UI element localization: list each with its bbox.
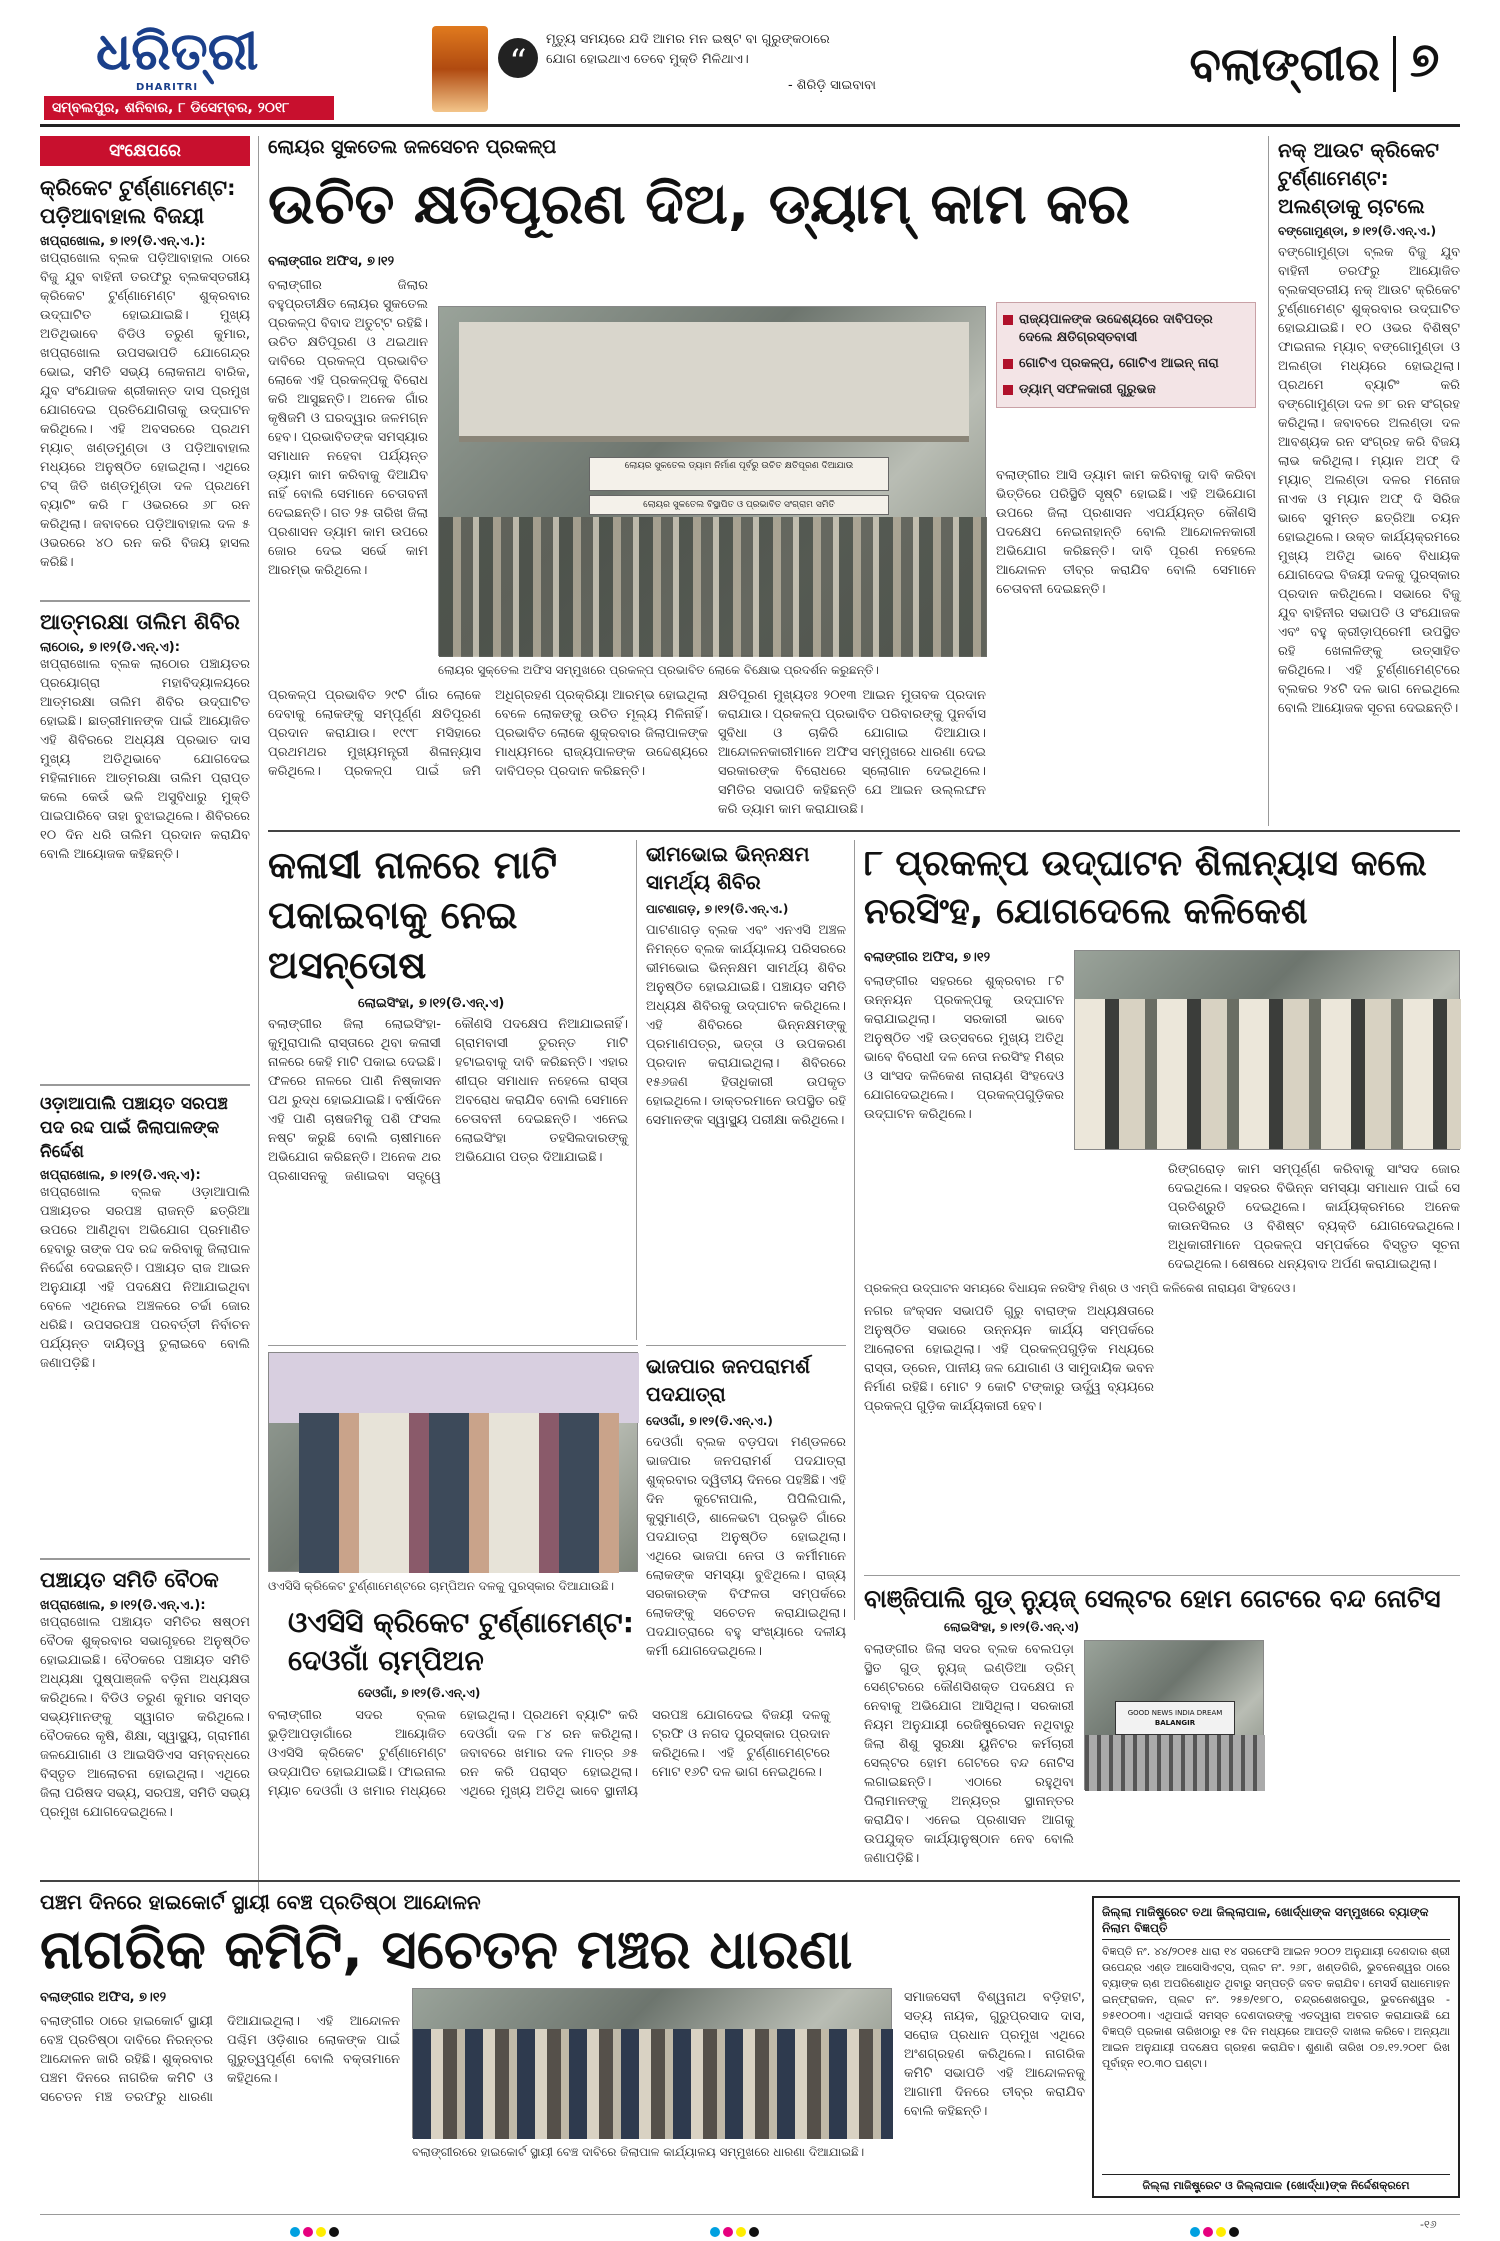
lead-body-col1: ବଲାଙ୍ଗୀର ଜିଲାର ବହୁପ୍ରତୀକ୍ଷିତ ଲୋୟର ସୁକତେଲ ପ୍ରକଳ୍ପ ବିବାଦ ଅତୁଟ୍ଟ ରହିଛି। ଉଚିତ କ୍ଷତିପୂରଣ ଓ ଥଇଥାନ ଦାବିରେ ପ୍ରକଳ୍ପ ପ୍ରଭାବିତ ଲୋକେ ଏହି ପ୍ରକଳ୍ପକୁ ବିରୋଧ କରି ଆସୁଛନ୍ତି। ଅନେକ ଗାଁର କୃଷିଜମି ଓ ଘରଦ୍ୱାର ଜଳମଗ୍ନ ହେବ। ପ୍ରଭାବିତଙ୍କ ସମସ୍ୟାର ସମାଧାନ ନହେବା ପର୍ଯ୍ୟନ୍ତ ଡ୍ୟାମ କାମ କରିବାକୁ ଦିଆଯିବ ନାହିଁ ବୋଲି ସେମାନେ ଚେତାବନୀ ଦେଇଛନ୍ତି। ଗତ ୨୫ ତାରିଖ ଜିଲା ପ୍ରଶାସନ ଡ୍ୟାମ କାମ ଉପରେ ଜୋର ଦେଇ ସର୍ଭେ କାମ ଆରମ୍ଭ କରିଥିଲେ। [268, 278, 428, 578]
lead-body-col3: କ୍ଷତିପୂରଣ ମୁଖ୍ୟତଃ ୨୦୧୩ ଆଇନ ମୁତାବକ ପ୍ରଦାନ କରାଯାଉ। ପ୍ରକଳ୍ପ ପ୍ରଭାବିତ ପରିବାରଙ୍କୁ ପୁନର୍ବାସ ସୁବିଧା ଓ ଚାକିରି ଯୋଗାଇ ଦିଆଯାଉ। ଆନ୍ଦୋଳନକାରୀମାନେ ଅଫିସ ସମ୍ମୁଖରେ ଧାରଣା ଦେଇ ସରକାରଙ୍କ ବିରୋଧରେ ସ୍ଲୋଗାନ ଦେଇଥିଲେ। ସମିତିର ସଭାପତି କହିଛନ୍ତି ଯେ ଆଇନ ଉଲ୍ଲଙ୍ଘନ କରି ଡ୍ୟାମ କାମ କରାଯାଉଛି। [718, 688, 986, 817]
banjipali-body-2 [1274, 1640, 1460, 1800]
banjipali-dateline: ଲୋଇସିଂହା, ୭।୧୨(ଡି.ଏନ୍.ଏ) [944, 1620, 1080, 1634]
oac-photo-caption: ଓଏସିସି କ୍ରିକେଟ ଟୁର୍ଣ୍ଣାମେଣ୍ଟରେ ଚାମ୍ପିଅନ ଦଳକୁ ପୁରସ୍କାର ଦିଆଯାଉଛି। [268, 1579, 615, 1593]
bhimbhoi-headline: ଭୀମଭୋଇ ଭିନ୍ନକ୍ଷମ ସାମର୍ଥ୍ୟ ଶିବିର [646, 842, 810, 894]
sign-line-2: BALANGIR [1154, 1719, 1196, 1727]
oac-dateline: ଦେଓଗାଁ, ୭।୧୨(ଡି.ଏନ୍.ଏ) [358, 1686, 481, 1700]
dateline-bar: ସମ୍ବଲପୁର, ଶନିବାର, ୮ ଡିସେମ୍ବର, ୨୦୧୮ [44, 96, 334, 120]
sidebar [40, 136, 250, 1911]
masthead-rule [40, 124, 1460, 127]
protest-banner-2: ଲୋୟର ସୁକତେଲ ବିସ୍ଥାପିତ ଓ ପ୍ରଭାବିତ ସଂଗ୍ରାମ ସମିତି [589, 495, 889, 515]
section-divider [1393, 36, 1396, 92]
sidebar-item-dateline: ଖପ୍ରାଖୋଲ, ୭।୧୨(ଡି.ଏନ୍.ଏ.): [40, 1598, 206, 1613]
bottom-body-1: ବଲାଙ୍ଗୀର ଠାରେ ହାଇକୋର୍ଟ ସ୍ଥାୟୀ ବେଞ୍ଚ ପ୍ରତିଷ୍ଠା ଦାବିରେ ନିରନ୍ତର ଆନ୍ଦୋଳନ ଜାରି ରହିଛି। ଶୁକ୍ରବାର ପଞ୍ଚମ ଦିନରେ ନାଗରିକ କମିଟି ଓ ସଚେତନ ମଞ୍ଚ ତରଫରୁ ଧାରଣା ଦିଆଯାଇଥିଲା। ଏହି ଆନ୍ଦୋଳନ ପଶ୍ଚିମ ଓଡ଼ିଶାର ଲୋକଙ୍କ ପାଇଁ ଗୁରୁତ୍ୱପୂର୍ଣ୍ଣ ବୋଲି ବକ୍ତାମାନେ କହିଥିଲେ। [40, 2014, 400, 2105]
narasingha-body-2: ନଗର ଜଂକ୍ସନ ସଭାପତି ଗୁରୁ ବାରାଙ୍କ ଅଧ୍ୟକ୍ଷତାରେ ଅନୁଷ୍ଠିତ ସଭାରେ ଉନ୍ନୟନ କାର୍ଯ୍ୟ ସମ୍ପର୍କରେ ଆଲୋଚନା ହୋଇଥିଲା। ଏହି ପ୍ରକଳ୍ପଗୁଡ଼ିକ ମଧ୍ୟରେ ରାସ୍ତା, ଡ୍ରେନ, ପାନୀୟ ଜଳ ଯୋଗାଣ ଓ ସାମୁଦାୟିକ ଭବନ ନିର୍ମାଣ ରହିଛି। ମୋଟ ୨ କୋଟି ଟଙ୍କାରୁ ଊର୍ଦ୍ଧ୍ୱ ବ୍ୟୟରେ ପ୍ରକଳ୍ପ ଗୁଡ଼ିକ କାର୍ଯ୍ୟକାରୀ ହେବ। [864, 1304, 1154, 1414]
divider [636, 840, 637, 1340]
kalasi-body: ବଲାଙ୍ଗୀର ଜିଲା ଲୋଇସିଂହା-କୁମୁରାପାଲି ରାସ୍ତାରେ ଥିବା କଳାସୀ ନାଳରେ କେହି ମାଟି ପକାଇ ଦେଇଛି। ଫଳରେ ନାଳରେ ପାଣି ନିଷ୍କାସନ ପଥ ରୁଦ୍ଧ ହୋଇଯାଇଛି। ବର୍ଷାଦିନେ ଏହି ପାଣି ଚାଷଜମିକୁ ପଶି ଫସଲ ନଷ୍ଟ କରୁଛି ବୋଲି ଚାଷୀମାନେ ଅଭିଯୋଗ କରିଛନ୍ତି। ଅନେକ ଥର ପ୍ରଶାସନକୁ ଜଣାଇବା ସତ୍ତ୍ୱେ କୌଣସି ପଦକ୍ଷେପ ନିଆଯାଇନାହିଁ। ଗ୍ରାମବାସୀ ତୁରନ୍ତ ମାଟି ହଟାଇବାକୁ ଦାବି କରିଛନ୍ତି। ଏହାର ଶୀଘ୍ର ସମାଧାନ ନହେଲେ ରାସ୍ତା ଅବରୋଧ କରାଯିବ ବୋଲି ସେମାନେ ଚେତାବନୀ ଦେଇଛନ୍ତି। ଏନେଇ ଲୋଇସିଂହା ତହସିଲଦାରଙ୍କୁ ଅଭିଯୋଗ ପତ୍ର ଦିଆଯାଇଛି। [268, 1017, 628, 1184]
oac-body: ବଲାଙ୍ଗୀର ସଦର ବ୍ଲକ ଭୁଡ଼ିଆପଡ଼ାଗାଁରେ ଆୟୋଜିତ ଓଏସିସି କ୍ରିକେଟ ଟୁର୍ଣ୍ଣାମେଣ୍ଟ ଉଦ୍‌ଯାପିତ ହୋଇଯାଇଛି। ଫାଇନାଲ ମ୍ୟାଚ ଦେଓଗାଁ ଓ ଖମାର ମଧ୍ୟରେ ହୋଇଥିଲା। ପ୍ରଥମେ ବ୍ୟାଟିଂ କରି ଦେଓଗାଁ ଦଳ ୮୪ ରନ କରିଥିଲା। ଜବାବରେ ଖମାର ଦଳ ମାତ୍ର ୬୫ ରନ କରି ପରାସ୍ତ ହୋଇଥିଲା। ଏଥିରେ ମୁଖ୍ୟ ଅତିଥି ଭାବେ ସ୍ଥାନୀୟ ସରପଞ୍ଚ ଯୋଗଦେଇ ବିଜୟୀ ଦଳକୁ ଟ୍ରଫି ଓ ନଗଦ ପୁରସ୍କାର ପ୍ରଦାନ କରିଥିଲେ। ଏହି ଟୁର୍ଣ୍ଣାମେଣ୍ଟରେ ମୋଟ ୧୬ଟି ଦଳ ଭାଗ ନେଇଥିଲେ। [268, 1708, 830, 1799]
bottom-story [40, 1888, 1085, 2208]
bottom-kicker: ପଞ୍ଚମ ଦିନରେ ହାଇକୋର୍ଟ ସ୍ଥାୟୀ ବେଞ୍ଚ ପ୍ରତିଷ୍ଠା ଆନ୍ଦୋଳନ [40, 1890, 481, 1914]
banjipali-photo [1084, 1640, 1264, 1790]
sidebar-item-dateline: ଲାଠୋର, ୭।୧୨(ଡି.ଏନ୍.ଏ): [40, 640, 180, 655]
registration-marks-right [1190, 2222, 1242, 2241]
lead-body-col2: ପ୍ରକଳ୍ପ ପ୍ରଭାବିତ ୨୯ଟି ଗାଁର ଲୋକେ ଦେବାକୁ ଲୋକଙ୍କୁ ସମ୍ପୂର୍ଣ୍ଣ କ୍ଷତିପୂରଣ ପ୍ରଦାନ କରାଯାଉ। ୧୯୯୮ ମସିହାରେ ପ୍ରଥମଥର ମୁଖ୍ୟମନ୍ତ୍ରୀ ଶିଳାନ୍ୟାସ କରିଥିଲେ। ପ୍ରକଳ୍ପ ପାଇଁ ଜମି ଅଧିଗ୍ରହଣ ପ୍ରକ୍ରିୟା ଆରମ୍ଭ ହୋଇଥିଲା ବେଳେ ଲୋକଙ୍କୁ ଉଚିତ ମୂଲ୍ୟ ମିଳିନାହିଁ। ପ୍ରଭାବିତ ଲୋକେ ଶୁକ୍ରବାର ଜିଲାପାଳଙ୍କ ମାଧ୍ୟମରେ ରାଜ୍ୟପାଳଙ୍କ ଉଦ୍ଦେଶ୍ୟରେ ଦାବିପତ୍ର ପ୍ରଦାନ କରିଛନ୍ତି। [268, 688, 708, 779]
bjp-body: ଦେଓଗାଁ ବ୍ଲକ ବଡ଼ପଦା ମଣ୍ଡଳରେ ଭାଜପାର ଜନପରାମର୍ଶ ପଦଯାତ୍ରା ଶୁକ୍ରବାର ଦ୍ୱିତୀୟ ଦିନରେ ପହଞ୍ଚିଛି। ଏହି ଦିନ କୁଟେନାପାଲି, ପିପିଲିପାଲି, କୁସୁମାଣ୍ଡି, ଶାଳେଭଟା ପ୍ରଭୃତି ଗାଁରେ ପଦଯାତ୍ରା ଅନୁଷ୍ଠିତ ହୋଇଥିଲା। ଏଥିରେ ଭାଜପା ନେତା ଓ କର୍ମୀମାନେ ଲୋକଙ୍କ ସମସ୍ୟା ବୁଝିଥିଲେ। ରାଜ୍ୟ ସରକାରଙ୍କ ବିଫଳତା ସମ୍ପର୍କରେ ଲୋକଙ୍କୁ ସଚେତନ କରାଯାଇଥିଲା। ପଦଯାତ୍ରାରେ ବହୁ ସଂଖ୍ୟାରେ ଦଳୀୟ କର୍ମୀ ଯୋଗଦେଇଥିଲେ। [646, 1435, 846, 1659]
divider [854, 840, 855, 1620]
sidebar-item-body: ଖପ୍ରାଖୋଲ ବ୍ଲକ ପଡ଼ିଆବାହାଲ ଠାରେ ବିଜୁ ଯୁବ ବାହିନୀ ତରଫରୁ ବ୍ଲକସ୍ତରୀୟ କ୍ରିକେଟ ଟୁର୍ଣ୍ଣାମେଣ୍ଟ ଶୁକ୍ରବାର ଉଦ୍‌ଘାଟିତ ହୋଇଯାଇଛି। ମୁଖ୍ୟ ଅତିଥିଭାବେ ବିଡିଓ ତରୁଣ କୁମାର, ଖପ୍ରାଖୋଲ ଉପସଭାପତି ଯୋଗେନ୍ଦ୍ର ଭୋଇ, ସମିତି ସଭ୍ୟ ଲୋକନାଥ ବାରିକ, ଯୁବ ସଂଯୋଜକ ଶ୍ରୀକାନ୍ତ ଦାସ ପ୍ରମୁଖ ଯୋଗଦେଇ ପ୍ରତିଯୋଗିତାକୁ ଉଦ୍‌ଘାଟନ କରିଥିଲେ। ଏହି ଅବସରରେ ପ୍ରଥମ ମ୍ୟାଚ୍ ଖଣ୍ଡମୁଣ୍ଡା ଓ ପଡ଼ିଆବାହାଲ ମଧ୍ୟରେ ଅନୁଷ୍ଠିତ ହୋଇଥିଲା। ଏଥିରେ ଟସ୍ ଜିତି ଖଣ୍ଡମୁଣ୍ଡା ଦଳ ପ୍ରଥମେ ବ୍ୟାଟିଂ କରି ୮ ଓଭରରେ ୬୮ ରନ କରିଥିଲା। ଜବାବରେ ପଡ଼ିଆବାହାଲ ଦଳ ୫ ଓଭରରେ ୪୦ ରନ କରି ବିଜୟ ହାସଲ କରିଛି। [40, 251, 250, 570]
gate [1085, 1735, 1265, 1791]
quote-line-2: ଯୋଗ ହୋଇଥାଏ ତେବେ ମୁକ୍ତି ମିଳିଥାଏ। [546, 52, 749, 67]
bhimbhoi-body: ପାଟଣାଗଡ଼ ବ୍ଲକ ଏବଂ ଏନଏସି ଅଞ୍ଚଳ ନିମନ୍ତେ ବ୍ଲକ କାର୍ଯ୍ୟାଳୟ ପରିସରରେ ଭୀମଭୋଇ ଭିନ୍ନକ୍ଷମ ସାମର୍ଥ୍ୟ ଶିବିର ଅନୁଷ୍ଠିତ ହୋଇଯାଇଛି। ପଞ୍ଚାୟତ ସମିତି ଅଧ୍ୟକ୍ଷ ଶିବିରକୁ ଉଦ୍‌ଘାଟନ କରିଥିଲେ। ଏହି ଶିବିରରେ ଭିନ୍ନକ୍ଷମଙ୍କୁ ପ୍ରମାଣପତ୍ର, ଭତ୍ତା ଓ ଉପକରଣ ପ୍ରଦାନ କରାଯାଇଥିଲା। ଶିବିରରେ ୧୫୬ଜଣ ହିତାଧିକାରୀ ଉପକୃତ ହୋଇଥିଲେ। ଡାକ୍ତରମାନେ ଉପସ୍ଥିତ ରହି ସେମାନଙ୍କ ସ୍ୱାସ୍ଥ୍ୟ ପରୀକ୍ଷା କରିଥିଲେ। [646, 923, 846, 1128]
registration-marks-mid [710, 2222, 762, 2241]
notice-body: ବିଜ୍ଞପ୍ତି ନଂ. ୪୪/୨୦୧୫ ଧାରା ୧୪ ସରଫେସି ଆଇନ ୨୦୦୨ ଅନୁଯାୟୀ ଦେଣଦାର ଶ୍ରୀ ଉପେନ୍ଦ୍ର ଏଣ୍ଡ ଆସୋସିଏଟ୍ସ, ପ୍ଲଟ ନଂ. ୨୬୮, ଖଣ୍ଡଗିରି, ଭୁବନେଶ୍ୱର ଠାରେ ବ୍ୟାଙ୍କ ଋଣ ଅପରିଶୋଧିତ ଥିବାରୁ ସମ୍ପତ୍ତି ଜବତ କରାଯିବ। ମେସର୍ସ ରାଧାମୋହନ ଇନ୍‌ଫ୍ରାକନ, ପ୍ଲଟ ନଂ. ୨୫୭/୧୭୮୦, ଚନ୍ଦ୍ରଶେଖରପୁର, ଭୁବନେଶ୍ୱର - ୭୫୧୦୦୩। ଏଥିପାଇଁ ସମସ୍ତ ଦେଣଦାରଙ୍କୁ ଏତଦ୍ୱାରା ଅବଗତ କରାଯାଉଛି ଯେ ବିଜ୍ଞପ୍ତି ପ୍ରକାଶ ତାରିଖଠାରୁ ୧୫ ଦିନ ମଧ୍ୟରେ ଆପତ୍ତି ଦାଖଲ କରିବେ। ଅନ୍ୟଥା ଆଇନ ଅନୁଯାୟୀ ପଦକ୍ଷେପ ଗ୍ରହଣ କରାଯିବ। ଶୁଣାଣି ତାରିଖ ୦୭.୧୨.୨୦୧୮ ରିଖ ପୂର୍ବାହ୍ନ ୧୦.୩୦ ଘଣ୍ଟା। [1102, 1945, 1450, 2070]
section-title: ବଲାଙ୍ଗୀର [1189, 37, 1380, 91]
logo-subtext: DHARITRI [136, 82, 199, 93]
kalasi-headline: କଳାସୀ ନାଳରେ ମାଟି ପକାଇବାକୁ ନେଇ ଅସନ୍ତୋଷ [268, 843, 558, 987]
quote-author: - ଶିରିଡ଼ି ସାଇବାବା [787, 78, 876, 93]
narasingha-photo [1074, 950, 1460, 1150]
bjp-story [646, 1345, 846, 1659]
bottom-photo-caption: ବଲାଙ୍ଗୀରରେ ହାଇକୋର୍ଟ ସ୍ଥାୟୀ ବେଞ୍ଚ ଦାବିରେ ଜିଲାପାଳ କାର୍ଯ୍ୟାଳୟ ସମ୍ମୁଖରେ ଧାରଣା ଦିଆଯାଇଛି। [412, 2145, 865, 2159]
saibaba-portrait [432, 26, 488, 112]
sign-line-1: GOOD NEWS INDIA DREAM [1127, 1709, 1223, 1717]
cricket-right-story [1278, 136, 1460, 826]
bottom-headline: ନାଗରିକ କମିଟି, ସଚେତନ ମଞ୍ଚର ଧାରଣା [40, 1918, 853, 1981]
legal-notice [1092, 1896, 1460, 2198]
masthead [0, 0, 1500, 122]
kalasi-story [268, 840, 628, 1360]
quote-mark-icon: “ [498, 38, 538, 78]
photo-building [459, 322, 969, 442]
logo-text: ଧରିତ୍ରୀ [96, 22, 259, 82]
lead-story [268, 136, 1258, 826]
sidebar-label: ସଂକ୍ଷେପରେ [40, 136, 250, 166]
sidebar-item-title: ପଞ୍ଚାୟତ ସମିତି ବୈଠକ [40, 1568, 219, 1592]
lead-headline: ଉଚିତ କ୍ଷତିପୂରଣ ଦିଅ, ଡ୍ୟାମ୍ କାମ କର [268, 172, 1130, 237]
quote-line-1: ମୃତ୍ୟୁ ସମୟରେ ଯଦି ଆମର ମନ ଇଷ୍ଟ ବା ଗୁରୁଙ୍କଠାରେ [546, 32, 830, 47]
sidebar-item-dateline: ଖପ୍ରାଖୋଲ, ୭।୧୨(ଡି.ଏନ୍.ଏ): [40, 1168, 201, 1183]
right-col-divider [1268, 136, 1269, 826]
highlight-item: ଗୋଟିଏ ପ୍ରକଳ୍ପ, ଗୋଟିଏ ଆଇନ୍ ନାରା [997, 351, 1255, 377]
protest-banner-1: ଲୋୟର ସୁକତେଲ ଡ୍ୟାମ ନିର୍ମାଣ ପୂର୍ବରୁ ଉଚିତ କ୍ଷତିପୂରଣ ଦିଆଯାଉ [589, 457, 889, 491]
sidebar-item-body: ଖପ୍ରାଖୋଲ ବ୍ଲକ ଲାଠୋର ପଞ୍ଚାୟତର ପ୍ରୟୋଗ୍ରା ମହାବିଦ୍ୟାଳୟରେ ଆତ୍ମରକ୍ଷା ତାଲିମ ଶିବିର ଉଦ୍‌ଘାଟିତ ହୋଇଛି। ଛାତ୍ରୀମାନଙ୍କ ପାଇଁ ଆୟୋଜିତ ଏହି ଶିବିରରେ ଅଧ୍ୟକ୍ଷ ପ୍ରଭାତ ଦାସ ମୁଖ୍ୟ ଅତିଥିଭାବେ ଯୋଗଦେଇ ମହିଳାମାନେ ଆତ୍ମରକ୍ଷା ତାଲିମ ପ୍ରାପ୍ତ କଲେ କେଉଁ ଭଳି ଅସୁବିଧାରୁ ମୁକ୍ତି ପାଇପାରିବେ ତାହା ବୁଝାଇଥିଲେ। ଶିବିରରେ ୧୦ ଦିନ ଧରି ତାଲିମ ପ୍ରଦାନ କରାଯିବ ବୋଲି ଆୟୋଜକ କହିଛନ୍ତି। [40, 657, 250, 862]
footer-code: -୧୬ [1420, 2218, 1437, 2231]
narasingha-story [864, 840, 1460, 1570]
oac-photo [268, 1352, 638, 1572]
cricket-right-headline: ନକ୍ ଆଉଟ କ୍ରିକେଟ ଟୁର୍ଣ୍ଣାମେଣ୍ଟ: ଅଲଣ୍ଡାକୁ ଚାଟଲେ [1278, 138, 1439, 218]
sidebar-item-title: ଓଡ଼ାଆପାଲି ପଞ୍ଚାୟତ ସରପଞ୍ଚ ପଦ ରଦ୍ଦ ପାଇଁ ଜିଲାପାଳଙ୍କ ନିର୍ଦ୍ଦେଶ [40, 1094, 228, 1162]
notice-heading: ଜିଲ୍ଲା ମାଜିଷ୍ଟ୍ରେଟ ତଥା ଜିଲ୍ଲାପାଳ, ଖୋର୍ଦ୍ଧାଙ୍କ ସମ୍ମୁଖରେ ବ୍ୟାଙ୍କ ନିଲାମ ବିଜ୍ଞପ୍ତି [1102, 1904, 1450, 1940]
notice-footer: ଜିଲ୍ଲା ମାଜିଷ୍ଟ୍ରେଟ ଓ ଜିଲ୍ଲାପାଳ (ଖୋର୍ଦ୍ଧା)ଙ୍କ ନିର୍ଦ୍ଦେଶକ୍ରମେ [1102, 2174, 1450, 2194]
sidebar-item-dateline: ଖପ୍ରାଖୋଲ, ୭।୧୨(ଡି.ଏନ୍.ଏ.): [40, 234, 206, 249]
people [299, 1413, 619, 1573]
cricket-right-dateline: ବଙ୍ଗୋମୁଣ୍ଡା, ୭।୧୨(ଡି.ଏନ୍.ଏ.) [1278, 224, 1437, 238]
signboard [1115, 1701, 1235, 1735]
bottom-body-3: ସମାଜସେବୀ ବିଶ୍ୱନାଥ ବଡ଼ିହାଟ, ସତ୍ୟ ନାୟକ, ଗୁରୁପ୍ରସାଦ ଦାସ, ସରୋଜ ପ୍ରଧାନ ପ୍ରମୁଖ ଏଥିରେ ଅଂଶଗ୍ରହଣ କରିଥିଲେ। ନାଗରିକ କମିଟି ସଭାପତି ଏହି ଆନ୍ଦୋଳନକୁ ଆଗାମୀ ଦିନରେ ତୀବ୍ର କରାଯିବ ବୋଲି କହିଛନ୍ତି। [904, 1990, 1085, 2119]
sidebar-item [40, 1092, 250, 1552]
banjipali-headline: ବାଞ୍ଜିପାଲି ଗୁଡ୍ ନ୍ୟୁଜ୍ ସେଲ୍ଟର ହୋମ ଗେଟରେ ବନ୍ଦ ନୋଟିସ [864, 1584, 1441, 1613]
lead-dateline: ବଲାଙ୍ଗୀର ଅଫିସ, ୭।୧୨ [268, 254, 395, 269]
lead-body-col4: ବଲାଙ୍ଗୀର ଆସି ଡ୍ୟାମ କାମ କରିବାକୁ ଦାବି କରିବା ଭିତ୍ତିରେ ପରିସ୍ଥିତି ସୃଷ୍ଟି ହୋଇଛି। ଏହି ଅଭିଯୋଗ ଉପରେ ଜିଲା ପ୍ରଶାସନ ଏପର୍ଯ୍ୟନ୍ତ କୌଣସି ପଦକ୍ଷେପ ନେଇନାହାନ୍ତି ବୋଲି ଆନ୍ଦୋଳନକାରୀ ଅଭିଯୋଗ କରିଛନ୍ତି। ଦାବି ପୂରଣ ନହେଲେ ଆନ୍ଦୋଳନ ତୀବ୍ର କରାଯିବ ବୋଲି ସେମାନେ ଚେତାବନୀ ଦେଇଛନ୍ତି। [996, 468, 1256, 597]
sidebar-divider [258, 136, 259, 1901]
quote-text [546, 30, 876, 96]
sidebar-item-title: ଆତ୍ମରକ୍ଷା ତାଲିମ ଶିବିର [40, 610, 240, 634]
sidebar-item-body: ଖପ୍ରାଖୋଲ ପଞ୍ଚାୟତ ସମିତିର ଷଷ୍ଠମ ବୈଠକ ଶୁକ୍ରବାର ସଭାଗୃହରେ ଅନୁଷ୍ଠିତ ହୋଇଯାଇଛି। ବୈଠକରେ ପଞ୍ଚାୟତ ସମିତି ଅଧ୍ୟକ୍ଷା ପୁଷ୍ପାଞ୍ଜଳି ବଡ଼ିନା ଅଧ୍ୟକ୍ଷତା କରିଥିଲେ। ବିଡିଓ ତରୁଣ କୁମାର ସମସ୍ତ ସଭ୍ୟମାନଙ୍କୁ ସ୍ୱାଗତ କରିଥିଲେ। ବୈଠକରେ କୃଷି, ଶିକ୍ଷା, ସ୍ୱାସ୍ଥ୍ୟ, ଗ୍ରାମୀଣ ଜଳଯୋଗାଣ ଓ ଆଇସିଡିଏସ ସମ୍ବନ୍ଧରେ ବିସ୍ତୃତ ଆଲୋଚନା ହୋଇଥିଲା। ଏଥିରେ ଜିଲା ପରିଷଦ ସଭ୍ୟ, ସରପଞ୍ଚ, ସମିତି ସଭ୍ୟ ପ୍ରମୁଖ ଯୋଗଦେଇଥିଲେ। [40, 1615, 250, 1820]
sidebar-item-title: କ୍ରିକେଟ ଟୁର୍ଣ୍ଣାମେଣ୍ଟ: ପଡ଼ିଆବାହାଲ ବିଜୟୀ [40, 176, 236, 228]
bhimbhoi-story [646, 840, 846, 1340]
page-number: ୭ [1410, 32, 1440, 88]
bottom-photo [412, 1988, 892, 2138]
banjipali-body: ବଲାଙ୍ଗୀର ଜିଲା ସଦର ବ୍ଲକ ବେଲପଡ଼ା ସ୍ଥିତ ଗୁଡ୍ ନ୍ୟୁଜ୍ ଇଣ୍ଡିଆ ଡ୍ରିମ୍ ସେଣ୍ଟରରେ କୌଣସିଶକ୍ତ ପଦକ୍ଷେପ ନ ନେବାକୁ ଅଭିଯୋଗ ଆସିଥିଲା। ସରକାରୀ ନିୟମ ଅନୁଯାୟୀ ରେଜିଷ୍ଟ୍ରେସନ ନଥିବାରୁ ଜିଲା ଶିଶୁ ସୁରକ୍ଷା ୟୁନିଟର କର୍ମଚାରୀ ସେଲ୍ଟର ହୋମ ଗେଟରେ ବନ୍ଦ ନୋଟିସ ଲଗାଇଛନ୍ତି। ଏଠାରେ ରହୁଥିବା ପିଲାମାନଙ୍କୁ ଅନ୍ୟତ୍ର ସ୍ଥାନାନ୍ତର କରାଯିବ। ଏନେଇ ପ୍ରଶାସନ ଆଗକୁ ଉପଯୁକ୍ତ କାର୍ଯ୍ୟାନୁଷ୍ଠାନ ନେବ ବୋଲି ଜଣାପଡ଼ିଛି। [864, 1642, 1074, 1866]
sidebar-item [40, 174, 250, 594]
bottom-dateline: ବଲାଙ୍ଗୀର ଅଫିସ, ୭।୧୨ [40, 1990, 167, 2005]
kalasi-dateline: ଲୋଇସିଂହା, ୭।୧୨(ଡି.ଏନ୍.ଏ) [358, 996, 505, 1011]
logo [96, 22, 259, 94]
bhimbhoi-dateline: ପାଟଣାଗଡ଼, ୭।୧୨(ଡି.ଏନ୍.ଏ.) [646, 902, 789, 916]
dharana-crowd [413, 2029, 893, 2139]
narasingha-headline: ୮ ପ୍ରକଳ୍ପ ଉଦ୍‌ଘାଟନ ଶିଳାନ୍ୟାସ କଲେ ନରସିଂହ, ଯୋଗଦେଲେ କଳିକେଶ [864, 843, 1427, 932]
bjp-headline: ଭାଜପାର ଜନପରାମର୍ଶ ପଦଯାତ୍ରା [646, 1354, 811, 1406]
narasingha-dateline: ବଲାଙ୍ଗୀର ଅଫିସ, ୭।୧୨ [864, 950, 991, 965]
narasingha-body-1: ବଲାଙ୍ଗୀର ସହରରେ ଶୁକ୍ରବାର ୮ଟି ଉନ୍ନୟନ ପ୍ରକଳ୍ପକୁ ଉଦ୍‌ଘାଟନ କରାଯାଇଥିଲା। ସରକାରୀ ଭାବେ ଅନୁଷ୍ଠିତ ଏହି ଉତ୍ସବରେ ମୁଖ୍ୟ ଅତିଥି ଭାବେ ବିରୋଧୀ ଦଳ ନେତା ନରସିଂହ ମିଶ୍ର ଓ ସାଂସଦ କଳିକେଶ ନାରାୟଣ ସିଂହଦେଓ ଯୋଗଦେଇଥିଲେ। ପ୍ରକଳ୍ପଗୁଡ଼ିକର ଉଦ୍‌ଘାଟନ କରିଥିଲେ। [864, 974, 1064, 1122]
bottom-rule [40, 1880, 1460, 1882]
lead-highlights [996, 302, 1256, 408]
sidebar-item-body: ଖପ୍ରାଖୋଲ ବ୍ଲକ ଓଡ଼ାଆପାଲି ପଞ୍ଚାୟତର ସରପଞ୍ଚ ରାଜନ୍ତି ଛତ୍ରିଆ ଉପରେ ଆଣିଥିବା ଅଭିଯୋଗ ପ୍ରମାଣିତ ହେବାରୁ ତାଙ୍କ ପଦ ରଦ୍ଦ କରିବାକୁ ଜିଲାପାଳ ନିର୍ଦ୍ଦେଶ ଦେଇଛନ୍ତି। ପଞ୍ଚାୟତ ରାଜ ଆଇନ ଅନୁଯାୟୀ ଏହି ପଦକ୍ଷେପ ନିଆଯାଇଥିବା ବେଳେ ଏଥିନେଇ ଅଞ୍ଚଳରେ ଚର୍ଚ୍ଚା ଜୋର ଧରିଛି। ଉପସରପଞ୍ଚ ପରବର୍ତ୍ତୀ ନିର୍ବାଚନ ପର୍ଯ୍ୟନ୍ତ ଦାୟିତ୍ୱ ତୁଲାଇବେ ବୋଲି ଜଣାପଡ଼ିଛି। [40, 1185, 250, 1371]
oac-headline: ଓଏସିସି କ୍ରିକେଟ ଟୁର୍ଣ୍ଣାମେଣ୍ଟ: ଦେଓଗାଁ ଚାମ୍ପିଅନ [288, 1606, 634, 1677]
sidebar-item [40, 608, 250, 1078]
highlight-item: ଡ୍ୟାମ୍ ସଫଳକାରୀ ଗୁରୁଭଜ [997, 377, 1255, 403]
banjipali-story [864, 1575, 1460, 1866]
registration-marks-left [290, 2222, 342, 2241]
lead-photo-caption: ଲୋୟର ସୁକ୍‌ତେଲ ଅଫିସ ସମ୍ମୁଖରେ ପ୍ରକଳ୍ପ ପ୍ରଭାବିତ ଲୋକେ ବିକ୍ଷୋଭ ପ୍ରଦର୍ଶନ କରୁଛନ୍ତି। [438, 663, 879, 677]
people-row [1075, 999, 1461, 1149]
lead-kicker: ଲୋୟର ସୁକତେଲ ଜଳସେଚନ ପ୍ରକଳ୍ପ [268, 136, 557, 158]
highlight-item: ରାଜ୍ୟପାଳଙ୍କ ଉଦ୍ଦେଶ୍ୟରେ ଦାବିପତ୍ର ଦେଲେ କ୍ଷତିଗ୍ରସ୍ତବାସୀ [997, 307, 1255, 351]
bjp-dateline: ଦେଓଗାଁ, ୭।୧୨(ଡି.ଏନ୍.ଏ.) [646, 1414, 773, 1428]
lead-photo [438, 306, 986, 656]
narasingha-body-3: ରିଙ୍ଗରୋଡ଼ କାମ ସମ୍ପୂର୍ଣ୍ଣ କରିବାକୁ ସାଂସଦ ଜୋର ଦେଇଥିଲେ। ସହରର ବିଭିନ୍ନ ସମସ୍ୟା ସମାଧାନ ପାଇଁ ସେ ପ୍ରତିଶ୍ରୁତି ଦେଇଥିଲେ। କାର୍ଯ୍ୟକ୍ରମରେ ଅନେକ କାଉନସିଲର ଓ ବିଶିଷ୍ଟ ବ୍ୟକ୍ତି ଯୋଗଦେଇଥିଲେ। ଅଧିକାରୀମାନେ ପ୍ରକଳ୍ପ ସମ୍ପର୍କରେ ବିସ୍ତୃତ ସୂଚନା ଦେଇଥିଲେ। ଶେଷରେ ଧନ୍ୟବାଦ ଅର୍ପଣ କରାଯାଇଥିଲା। [1168, 1162, 1460, 1272]
cricket-right-body: ବଙ୍ଗୋମୁଣ୍ଡା ବ୍ଲକ ବିଜୁ ଯୁବ ବାହିନୀ ତରଫରୁ ଆୟୋଜିତ ବ୍ଲକସ୍ତରୀୟ ନକ୍ ଆଉଟ କ୍ରିକେଟ ଟୁର୍ଣ୍ଣାମେଣ୍ଟ ଶୁକ୍ରବାର ଉଦ୍‌ଘାଟିତ ହୋଇଯାଇଛି। ୧୦ ଓଭର ବିଶିଷ୍ଟ ଫାଇନାଲ ମ୍ୟାଚ୍ ବଙ୍ଗୋମୁଣ୍ଡା ଓ ଅଲଣ୍ଡା ମଧ୍ୟରେ ହୋଇଥିଲା। ପ୍ରଥମେ ବ୍ୟାଟିଂ କରି ବଙ୍ଗୋମୁଣ୍ଡା ଦଳ ୭୮ ରନ ସଂଗ୍ରହ କରିଥିଲା। ଜବାବରେ ଅଲଣ୍ଡା ଦଳ ଆବଶ୍ୟକ ରନ ସଂଗ୍ରହ କରି ବିଜୟ ଲାଭ କରିଥିଲା। ମ୍ୟାନ ଅଫ୍ ଦି ମ୍ୟାଚ୍ ଅଲଣ୍ଡା ଦଳର ମନୋଜ ନାଏକ ଓ ମ୍ୟାନ ଅଫ୍ ଦି ସିରିଜ ଭାବେ ସୁମନ୍ତ ଛତ୍ରିଆ ଚୟନ ହୋଇଥିଲେ। ଉକ୍ତ କାର୍ଯ୍ୟକ୍ରମରେ ମୁଖ୍ୟ ଅତିଥି ଭାବେ ବିଧାୟକ ଯୋଗଦେଇ ବିଜୟୀ ଦଳକୁ ପୁରସ୍କାର ପ୍ରଦାନ କରିଥିଲେ। ସଭାରେ ବିଜୁ ଯୁବ ବାହିନୀର ସଭାପତି ଓ ସଂଯୋଜକ ଏବଂ ବହୁ କ୍ରୀଡ଼ାପ୍ରେମୀ ଉପସ୍ଥିତ ରହି ଖେଳାଳିଙ୍କୁ ଉତ୍ସାହିତ କରିଥିଲେ। ଏହି ଟୁର୍ଣ୍ଣାମେଣ୍ଟରେ ବ୍ଲକର ୨୪ଟି ଦଳ ଭାଗ ନେଇଥିଲେ ବୋଲି ଆୟୋଜକ ସୂଚନା ଦେଇଛନ୍ତି। [1278, 245, 1460, 716]
narasingha-photo-caption: ପ୍ରକଳ୍ପ ଉଦ୍‌ଘାଟନ ସମୟରେ ବିଧାୟକ ନରସିଂହ ମିଶ୍ର ଓ ଏମ୍‌ପି କଳିକେଶ ନାରାୟଣ ସିଂହଦେଓ। [864, 1281, 1296, 1295]
crowd [439, 517, 987, 657]
footer-rule [40, 2214, 1460, 2215]
mid-rule [268, 830, 1460, 832]
